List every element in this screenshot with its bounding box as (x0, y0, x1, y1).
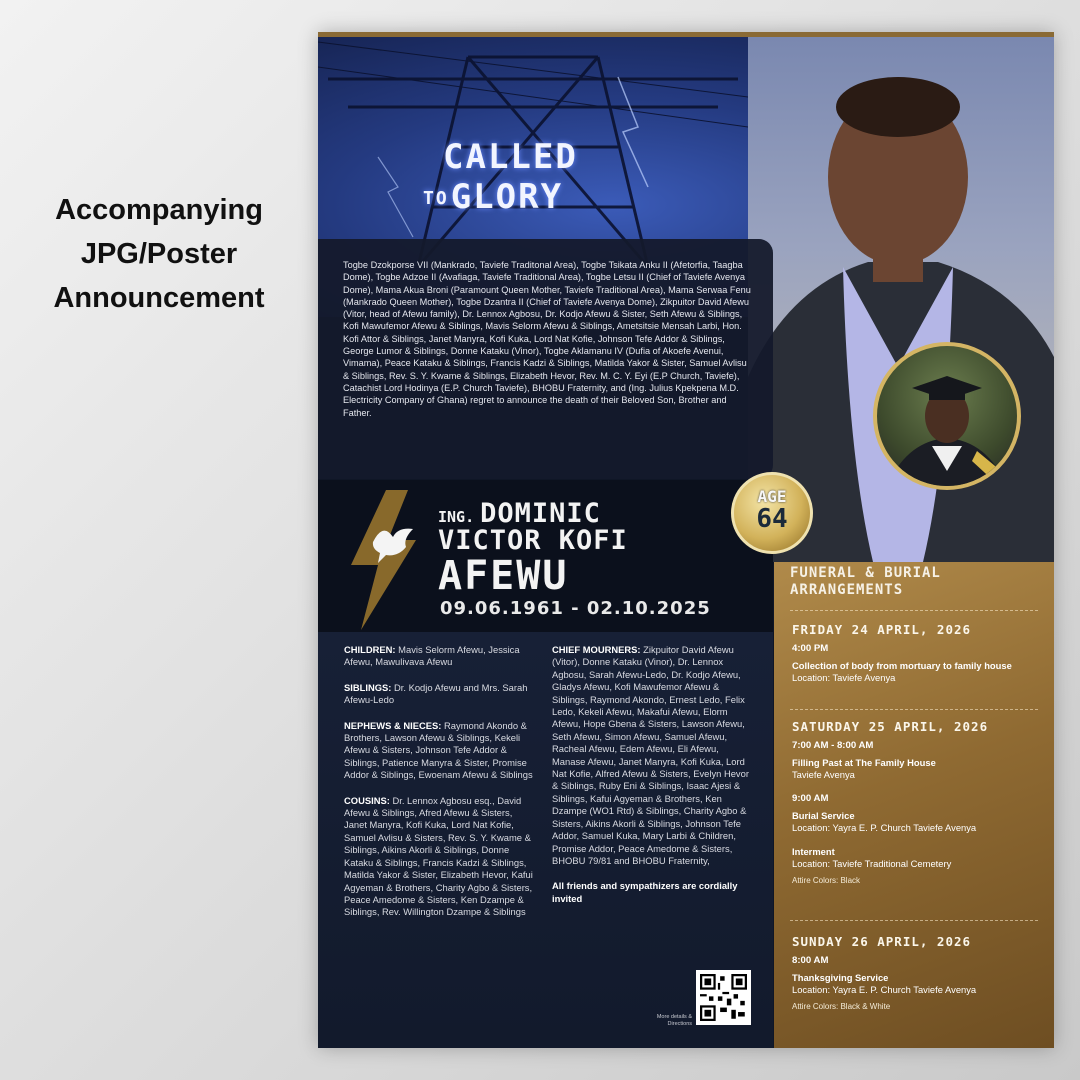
saturday-what-2: Burial Service (792, 810, 855, 821)
nephews-nieces-text: Raymond Akondo & Brothers, Lawson Afewu & Siblings, Kekeli Afewu & Sisters, Johnson Tefe Addor & Siblings, Patience Manyra & Sister, Promise Addor & Siblings, Ewoenam Afewu & Siblings (344, 719, 533, 781)
called-to-glory-headline (423, 137, 653, 217)
headline-glory: GLORY (450, 177, 564, 217)
age-value: 64 (756, 504, 788, 534)
headline-called: CALLED (443, 137, 578, 177)
age-badge (731, 472, 813, 554)
sunday-time: 8:00 AM (792, 955, 829, 966)
invitation-text: All friends and sympathizers are cordially invited (552, 880, 738, 904)
saturday-location-2: Location: Yayra E. P. Church Taviefe Avenya (792, 822, 977, 833)
friday-time: 4:00 PM (792, 643, 829, 654)
saturday-attire: Attire Colors: Black (792, 876, 861, 885)
caption-line-3: Announcement (53, 282, 265, 314)
cousins-heading: COUSINS: (344, 794, 390, 806)
cousins-text: Dr. Lennox Agbosu esq., David Afewu & Siblings, Afred Afewu & Sisters, Janet Manyra, Kofi Kuka, Lord Nat Kofie, Samuel Avlisu & Sisters, Rev. S. Y. Kwame & Siblings, Aikins Akorli & Siblings, Donne Kataku & Siblings, Francis Kadzi & Siblings, Matilda Yakor & Sister, Elizabeth Hevor, Kafui Agyeman & Brothers, Charity Agbo & Sisters, Peace Amedome & Sisters, Ken Dzampe & Siblings, Rev. Willington Dzampe & Siblings (344, 794, 533, 918)
sunday-location: Location: Yayra E. P. Church Taviefe Avenya (792, 984, 977, 995)
nephews-nieces-heading: NEPHEWS & NIECES: (344, 719, 442, 731)
caption-line-1: Accompanying (55, 194, 263, 226)
qr-label: More details & Directions (656, 1014, 692, 1027)
deceased-name (438, 500, 768, 597)
saturday-location-1: Taviefe Avenya (792, 769, 855, 780)
sunday-attire: Attire Colors: Black & White (792, 1002, 891, 1011)
nephews-nieces-section (344, 720, 534, 782)
name-line-1: DOMINIC (480, 498, 601, 529)
arrangements-title-line-2: ARRANGEMENTS (790, 582, 904, 598)
caption-line-2: JPG/Poster (80, 238, 238, 270)
name-line-3: AFEWU (438, 553, 569, 599)
side-caption (28, 188, 290, 320)
arrangements-title-line-1: FUNERAL & BURIAL (790, 565, 941, 581)
saturday-time-2: 9:00 AM (792, 793, 829, 804)
family-list-right (552, 644, 752, 918)
friday-day: FRIDAY 24 APRIL, 2026 (792, 622, 972, 637)
chief-mourners-section (552, 644, 752, 867)
intro-announcement-box (318, 239, 773, 479)
friday-what: Collection of body from mortuary to family house (792, 660, 1012, 671)
chief-mourners-text: Zikpuitor David Afewu (Vitor), Donne Kataku (Vinor), Dr. Lennox Agbosu, Sarah Afewu-Ledo, Dr. Kodjo Afewu, Gladys Afewu, Kofi Mawufemor Afewu & Siblings, Raymond Akondo, Ernest Ledo, Felix Ledo, Kekeli Afewu, Makafui Afewu, Elorm Afewu, Hope Gbena & Sisters, Lawson Afewu, Seth Afewu, Simon Afewu, Samuel Afewu, Racheal Afewu, Edem Afewu, Eli Afewu, Manase Afewu, Janet Manyra, Kofi Kuka, Lord Nat Kofie, Alfred Afewu & Sisters, Evelyn Hevor & Siblings, Ruby Eni & Siblings, Isaac Ajesi & Siblings, Kafui Agyeman & Brothers, Ken Dzampe (WO1 Rtd) & Siblings, Charity Agbo & Sisters, Aikins Akorli & Siblings, Johnson Tefe Addor, Samuel Kuka, Mary Larbi & Children, Promise Addor, Peace Amedome & Sisters, BHOBU 79/81 and BHOBU Fraternity, (552, 644, 749, 866)
children-heading: CHILDREN: (344, 644, 396, 655)
saturday-day: SATURDAY 25 APRIL, 2026 (792, 719, 989, 734)
headline-to: TO (423, 188, 449, 209)
graduation-photo (873, 342, 1021, 490)
arrangements-panel (774, 562, 1054, 1048)
cousins-section (344, 795, 534, 919)
intro-announcement-text: Togbe Dzokporse VII (Mankrado, Taviefe Traditonal Area), Togbe Tsikata Anku II (Afetorfia, Taagba Dome), Togbe Adzoe II (Avafiaga, Taviefe Traditional Area), Togbe Letsu II (Chief of Taviefe Avenya Dome), Mama Akua Broni (Paramount Queen Mother, Taviefe Traditional Area), Mama Serwaa Fenu (Mankrado Queen Mother), Togbe Dzantra II (Chief of Taviefe Avenya Dome), Zikpuitor David Afewu (Vitor, head of Afewu family), Dr. Lennox Agbosu, Dr. Kodjo Afewu & Sister, Seth Afewu & Siblings, Kofi Mawufemor Afewu & Siblings, Mavis Selorm Afewu & Siblings, Ametsitsie Mensah Larbi, Hon. Kofi Attor & Siblings, Janet Manyra, Kofi Kuka, Lord Nat Kofie, Johnson Tefe Addor & Siblings, George Lumor & Siblings, Donne Kataku (Vinor), Togbe Aklamanu IV (Dufia of Akoefe Avenui, Vimama), Peace Kataku & Siblings, Francis Kadzi & Siblings, Matilda Yakor & Sister, Samuel Avlisu & Siblings, Rev. S. Y. Kwame & Siblings, Elizabeth Hevor, Rev. M. C. Y. Eyi (E.P Church, Taviefe), Catachist Lord Hodinya (E.P. Church Taviefe), BHOBU Fraternity, and (Ing. Julius Kpekpena M.D. Electricity Company of Ghana) regret to announce the death of their Beloved Son, Brother and Father. (343, 260, 751, 418)
family-list-left (344, 644, 534, 932)
dove-icon (368, 517, 418, 567)
saturday-location-3: Location: Taviefe Traditional Cemetery (792, 858, 952, 869)
chief-mourners-heading: CHIEF MOURNERS: (552, 644, 641, 655)
qr-code-icon (700, 974, 747, 1021)
siblings-heading: SIBLINGS: (344, 681, 392, 693)
name-prefix: ING. (438, 508, 475, 526)
qr-code[interactable] (696, 970, 751, 1025)
saturday-what-3: Interment (792, 846, 835, 857)
saturday-time-1: 7:00 AM - 8:00 AM (792, 740, 874, 751)
name-line-2: VICTOR KOFI (438, 525, 628, 556)
graduate-image (877, 346, 1017, 486)
sunday-what: Thanksgiving Service (792, 972, 889, 983)
friday-location: Location: Taviefe Avenya (792, 672, 896, 683)
saturday-what-1: Filling Past at The Family House (792, 757, 936, 768)
children-section (344, 644, 534, 669)
life-dates: 09.06.1961 - 02.10.2025 (440, 598, 711, 619)
funeral-poster (318, 32, 1054, 1048)
invitation-section (552, 880, 752, 905)
age-label: AGE (757, 487, 787, 506)
siblings-text: Dr. Kodjo Afewu and Mrs. Sarah Afewu-Ledo (344, 681, 528, 706)
siblings-section (344, 682, 534, 707)
children-text: Mavis Selorm Afewu, Jessica Afewu, Mawulivava Afewu (344, 644, 520, 668)
sunday-day: SUNDAY 26 APRIL, 2026 (792, 934, 972, 949)
